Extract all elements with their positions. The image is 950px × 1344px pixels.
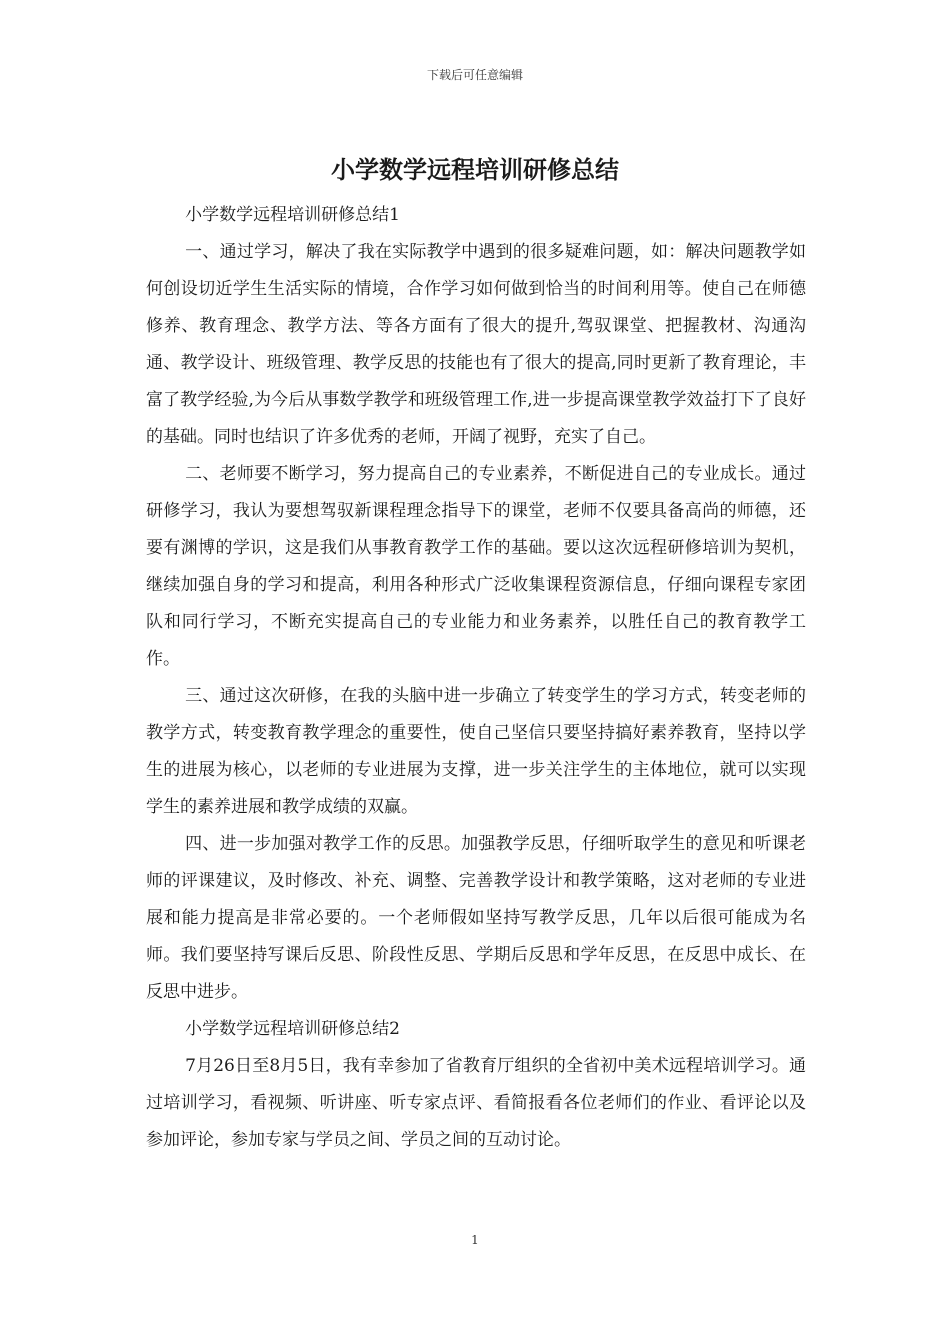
header-note: 下载后可任意编辑 xyxy=(426,68,523,82)
section-heading-1: 小学数学远程培训研修总结1 xyxy=(185,205,400,225)
paragraph: 三、通过这次研修，在我的头脑中进一步确立了转变学生的学习方式，转变老师的教学方式，转变教育教学理念的重要性，使自己坚信只要坚持搞好素养教育，坚持以学生的进展为核心，以老师的专业进展为支撑，进一步关注学生的主体地位，就可以实现学生的素养进展和教学成绩的双赢。 xyxy=(146,686,806,817)
paragraph: 二、老师要不断学习，努力提高自己的专业素养，不断促进自己的专业成长。通过研修学习，我认为要想驾驭新课程理念指导下的课堂，老师不仅要具备高尚的师德，还要有渊博的学识，这是我们从事教育教学工作的基础。要以这次远程研修培训为契机，继续加强自身的学习和提高，利用各种形式广泛收集课程资源信息，仔细向课程专家团队和同行学习，不断充实提高自己的专业能力和业务素养，以胜任自己的教育教学工作。 xyxy=(146,464,806,669)
document-title: 小学数学远程培训研修总结 xyxy=(331,155,619,184)
paragraph: 一、通过学习，解决了我在实际教学中遇到的很多疑难问题，如：解决问题教学如何创设切近学生生活实际的情境，合作学习如何做到恰当的时间利用等。使自己在师德修养、教育理念、教学方法、等各方面有了很大的提升,驾驭课堂、把握教材、沟通沟通、教学设计、班级管理、教学反思的技能也有了很大的提高,同时更新了教育理论，丰富了教学经验,为今后从事数学教学和班级管理工作,进一步提高课堂教学效益打下了良好的基础。同时也结识了许多优秀的老师，开阔了视野，充实了自己。 xyxy=(146,242,806,447)
page-number: 1 xyxy=(471,1233,479,1247)
paragraph: 四、进一步加强对教学工作的反思。加强教学反思，仔细听取学生的意见和听课老师的评课建议，及时修改、补充、调整、完善教学设计和教学策略，这对老师的专业进展和能力提高是非常必要的。一个老师假如坚持写教学反思，几年以后很可能成为名师。我们要坚持写课后反思、阶段性反思、学期后反思和学年反思，在反思中成长、在反思中进步。 xyxy=(146,834,806,1002)
paragraph: 7月26日至8月5日，我有幸参加了省教育厅组织的全省初中美术远程培训学习。通过培训学习，看视频、听讲座、听专家点评、看简报看各位老师们的作业、看评论以及参加评论，参加专家与学员之间、学员之间的互动讨论。 xyxy=(146,1056,806,1150)
section-heading-2: 小学数学远程培训研修总结2 xyxy=(185,1019,400,1039)
document-body xyxy=(146,197,806,1159)
